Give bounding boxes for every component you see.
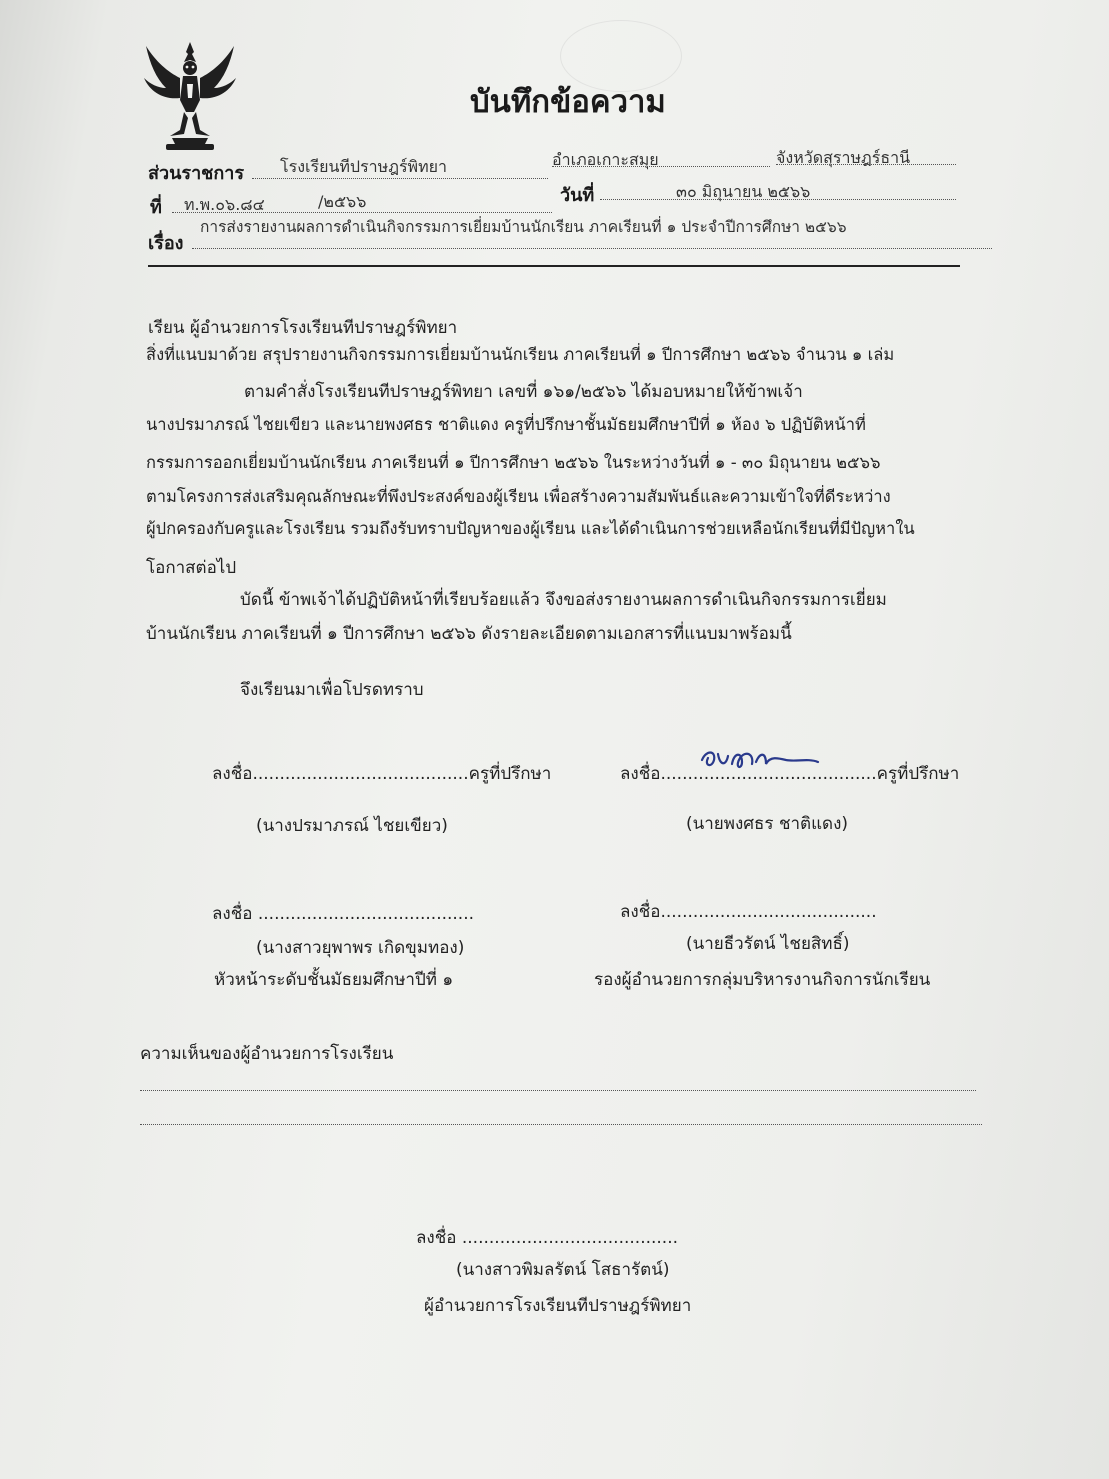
to-line: เรียน ผู้อำนวยการโรงเรียนทีปราษฎร์พิทยา <box>148 318 458 338</box>
signature2-name: (นายพงศธร ชาติแดง) <box>686 814 849 834</box>
district-value: อำเภอเกาะสมุย <box>552 150 659 169</box>
date-label: วันที่ <box>560 185 595 206</box>
province-value: จังหวัดสุราษฎร์ธานี <box>776 148 911 167</box>
signature1-line: ลงชื่อ........................................ครูที่ปรึกษา <box>212 764 552 784</box>
director-title: ผู้อำนวยการโรงเรียนทีปราษฎร์พิทยา <box>424 1296 692 1316</box>
paragraph1-line1: ตามคำสั่งโรงเรียนทีปราษฎร์พิทยา เลขที่ ๑๖๑/๒๕๖๖ ได้มอบหมายให้ข้าพเจ้า <box>244 382 803 402</box>
paragraph1-line5: ผู้ปกครองกับครูและโรงเรียน รวมถึงรับทราบปัญหาของผู้เรียน และได้ดำเนินการช่วยเหลือนักเรียนที่มีปัญหาใน <box>146 519 915 538</box>
opinion-dotted-line-2 <box>140 1124 982 1125</box>
header-divider <box>148 265 960 267</box>
paragraph1-line6: โอกาสต่อไป <box>146 558 237 578</box>
opinion-dotted-line-1 <box>140 1090 976 1091</box>
ref-label: ที่ <box>150 197 162 218</box>
signature3-name: (นางสาวยุพาพร เกิดขุมทอง) <box>256 938 465 958</box>
attachment-line: สิ่งที่แนบมาด้วย สรุปรายงานกิจกรรมการเยี่ยมบ้านนักเรียน ภาคเรียนที่ ๑ ปีการศึกษา ๒๕๖๖ จำนวน ๑ เล่ม <box>146 345 895 364</box>
date-value: ๓๐ มิถุนายน ๒๕๖๖ <box>676 182 811 201</box>
director-signature-line: ลงชื่อ ........................................ <box>416 1228 679 1248</box>
paragraph2-line2: บ้านนักเรียน ภาคเรียนที่ ๑ ปีการศึกษา ๒๕๖๖ ดังรายละเอียดตามเอกสารที่แนบมาพร้อมนี้ <box>146 624 792 644</box>
signature1-name: (นางปรมาภรณ์ ไชยเขียว) <box>256 816 448 836</box>
subject-label: เรื่อง <box>148 233 184 254</box>
garuda-emblem-icon <box>140 38 240 158</box>
ref-year: /๒๕๖๖ <box>318 192 367 211</box>
ref-value: ท.พ.๐๖.๘๔ <box>184 195 265 214</box>
closing-line: จึงเรียนมาเพื่อโปรดทราบ <box>240 680 424 700</box>
district-dotted-line <box>552 166 770 167</box>
agency-label: ส่วนราชการ <box>148 163 245 184</box>
signature3-line: ลงชื่อ ........................................ <box>212 904 475 924</box>
paragraph1-line2: นางปรมาภรณ์ ไชยเขียว และนายพงศธร ชาติแดง ครูที่ปรึกษาชั้นมัธยมศึกษาปีที่ ๑ ห้อง ๖ ปฏิบัติหน้าที่ <box>146 415 866 434</box>
handwritten-signature-icon <box>696 744 824 778</box>
subject-value: การส่งรายงานผลการดำเนินกิจกรรมการเยี่ยมบ้านนักเรียน ภาคเรียนที่ ๑ ประจำปีการศึกษา ๒๕๖๖ <box>200 218 847 236</box>
signature4-name: (นายธีวรัตน์ ไชยสิทธิ์) <box>686 934 850 954</box>
agency-value: โรงเรียนทีปราษฎร์พิทยา <box>280 157 447 176</box>
paragraph1-line4: ตามโครงการส่งเสริมคุณลักษณะที่พึงประสงค์ของผู้เรียน เพื่อสร้างความสัมพันธ์และความเข้าใจที่ดีระหว่าง <box>146 487 891 506</box>
signature4-line: ลงชื่อ........................................ <box>620 902 877 922</box>
province-dotted-line <box>776 164 956 165</box>
paragraph2-line1: บัดนี้ ข้าพเจ้าได้ปฏิบัติหน้าที่เรียบร้อยแล้ว จึงขอส่งรายงานผลการดำเนินกิจกรรมการเยี่ยม <box>240 590 887 610</box>
paragraph1-line3: กรรมการออกเยี่ยมบ้านนักเรียน ภาคเรียนที่ ๑ ปีการศึกษา ๒๕๖๖ ในระหว่างวันที่ ๑ - ๓๐ มิถุนายน ๒๕๖๖ <box>146 453 881 472</box>
director-opinion-label: ความเห็นของผู้อำนวยการโรงเรียน <box>140 1044 394 1064</box>
memo-title: บันทึกข้อความ <box>470 84 666 120</box>
signature2-line: ลงชื่อ........................................ครูที่ปรึกษา <box>620 764 960 784</box>
signature4-title: รองผู้อำนวยการกลุ่มบริหารงานกิจการนักเรียน <box>594 970 931 990</box>
director-name: (นางสาวพิมลรัตน์ โสธารัตน์) <box>456 1260 670 1280</box>
subject-dotted-line <box>192 248 992 249</box>
signature3-title: หัวหน้าระดับชั้นมัธยมศึกษาปีที่ ๑ <box>214 970 454 990</box>
